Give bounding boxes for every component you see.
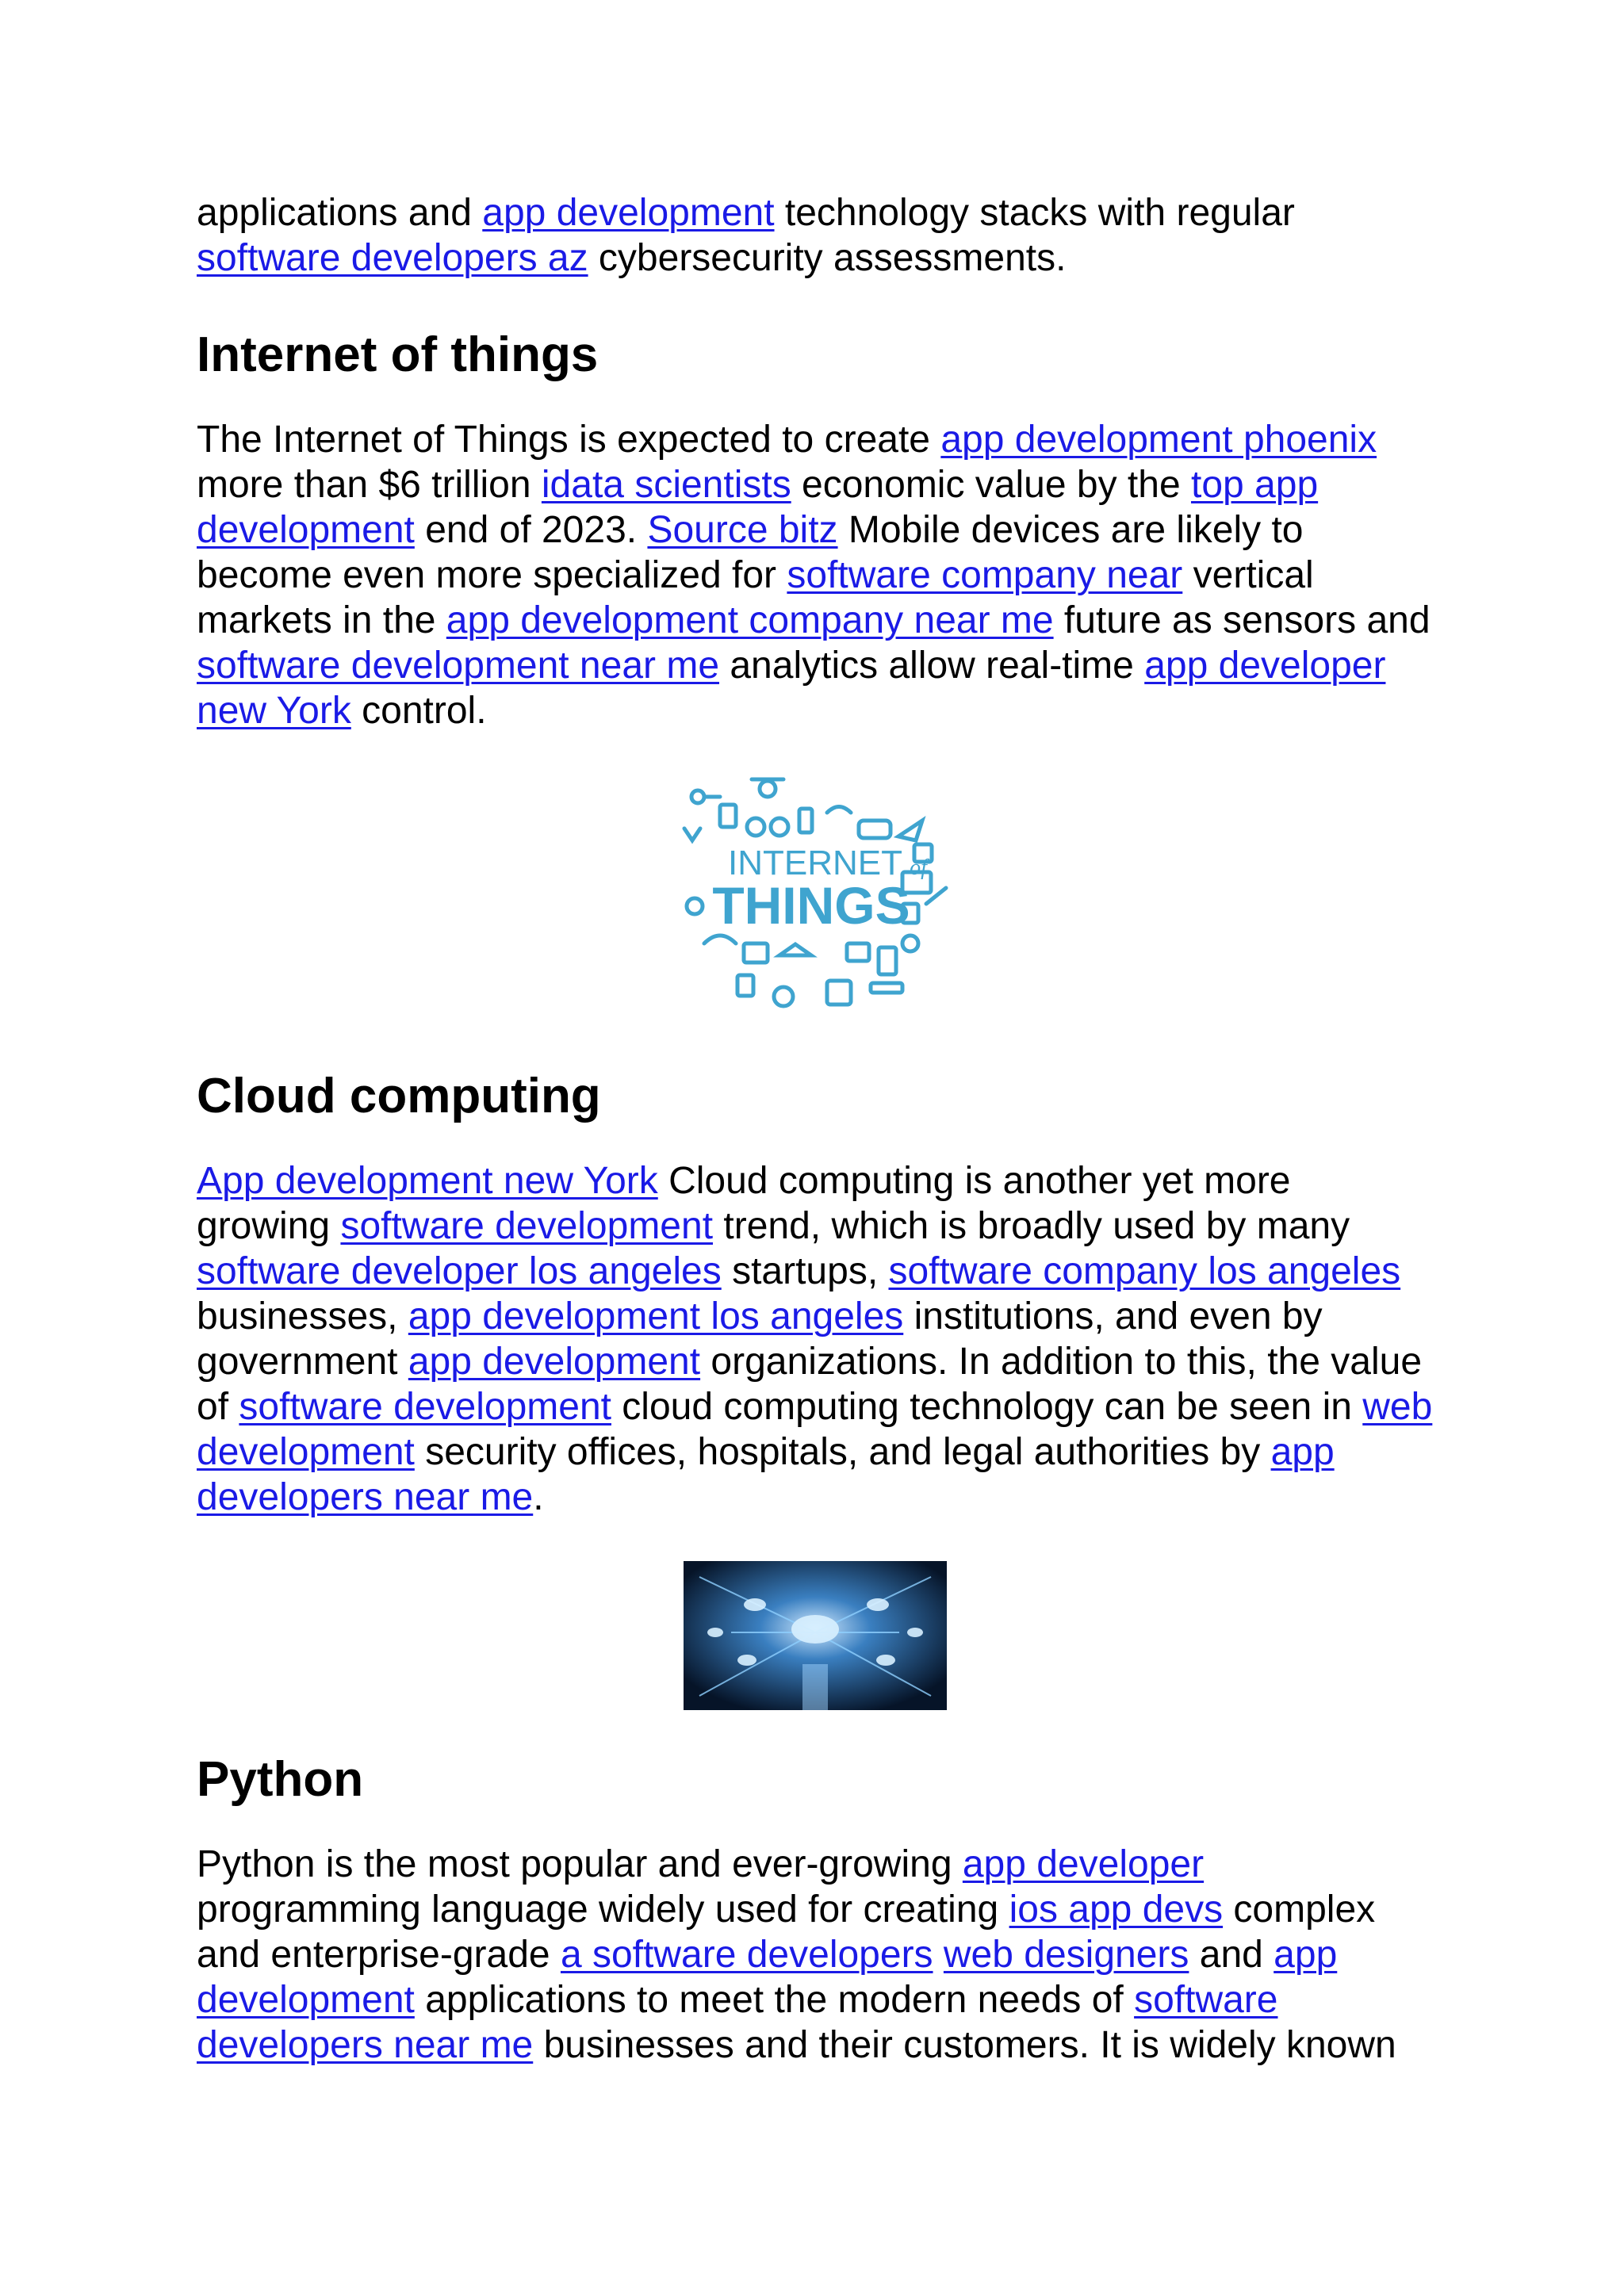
iot-image-container: [197, 773, 1434, 1019]
text-run: and: [1189, 1934, 1274, 1976]
link-app-development[interactable]: app development: [482, 192, 775, 234]
icon-bulb: [774, 987, 793, 1006]
text-run: control.: [350, 690, 487, 732]
text-run: end of 2023.: [414, 509, 648, 551]
text-run: .: [533, 1476, 544, 1518]
heading-internet-of-things: Internet of things: [197, 327, 599, 382]
link-app-developer[interactable]: app developer: [962, 1843, 1205, 1885]
icon-plant: [684, 828, 700, 840]
link-app-development[interactable]: app development: [408, 1341, 701, 1383]
text-run: The Internet of Things is expected to create: [197, 419, 941, 461]
link-software-developers-az[interactable]: software developers az: [197, 237, 588, 279]
text-run: technology stacks with regular: [774, 192, 1295, 234]
text-run: applications and: [197, 192, 483, 234]
link-software-development[interactable]: software development: [239, 1386, 611, 1428]
text-run: security offices, hospitals, and legal authorities by: [414, 1431, 1271, 1473]
cloud-icon: [867, 1598, 889, 1611]
icon-bus: [827, 981, 851, 1004]
icon-drone: [760, 781, 776, 797]
cloud-icon: [876, 1655, 895, 1666]
cloud-paragraph: [197, 1158, 1434, 1520]
heading-python: Python: [197, 1752, 364, 1807]
link-web-development[interactable]: web development: [197, 1386, 1433, 1473]
text-run: institutions, and even by government: [197, 1295, 1323, 1383]
text-run: organizations. In addition to this, the value of: [197, 1341, 1423, 1428]
link-app-developers-near-me[interactable]: app developers near me: [197, 1431, 1335, 1518]
link-ios-app-devs[interactable]: ios app devs: [1009, 1888, 1224, 1931]
cloud-icon: [707, 1628, 723, 1637]
text-run: Mobile devices are likely to become even more specialized for: [197, 509, 1304, 596]
link-software-developer-los-angeles[interactable]: software developer los angeles: [197, 1250, 722, 1292]
icon-plane-small: [779, 944, 811, 955]
text-run: Python is the most popular and ever-growing: [197, 1843, 963, 1885]
icon-router: [871, 983, 902, 993]
icon-shower: [827, 807, 851, 813]
link-software-developers-near-me[interactable]: software developers near me: [197, 1979, 1278, 2066]
cloud-image-container: [197, 1561, 1434, 1710]
cloud-icon: [907, 1628, 923, 1637]
link-source-bitz[interactable]: Source bitz: [647, 509, 838, 551]
iot-word-internet: INTERNET: [728, 844, 902, 882]
heading-cloud-computing: Cloud computing: [197, 1069, 601, 1123]
link-top-app-development[interactable]: top app development: [197, 464, 1319, 551]
link-app-developer-new-york[interactable]: app developer new York: [197, 645, 1386, 732]
text-run: cloud computing technology can be seen in: [611, 1386, 1363, 1428]
icon-device: [799, 809, 812, 832]
cloud-icon: [737, 1655, 756, 1666]
icon-gear: [687, 898, 703, 914]
internet-of-things-image: [680, 773, 950, 1019]
link-a-software-developers[interactable]: a software developers: [560, 1934, 933, 1976]
icon-printer: [737, 975, 753, 996]
icon-bike: [747, 818, 764, 836]
text-run: businesses,: [197, 1295, 408, 1337]
text-run: complex and enterprise-grade: [197, 1888, 1376, 1976]
cloud-icon-center: [791, 1615, 839, 1644]
link-app-development[interactable]: app development: [197, 1934, 1338, 2021]
text-run: businesses and their customers. It is widely known: [533, 2024, 1396, 2066]
icon-monitor: [847, 943, 869, 961]
link-software-development-near-me[interactable]: software development near me: [197, 645, 720, 687]
text-run: Cloud computing is another yet more growing: [197, 1160, 1291, 1247]
icon-plane: [898, 821, 922, 840]
intro-paragraph: [197, 190, 1434, 281]
document-content: [197, 190, 1434, 2068]
text-run: cybersecurity assessments.: [588, 237, 1067, 279]
icon-screen: [744, 943, 768, 962]
iot-word-things: THINGS: [712, 876, 910, 935]
text-run: vertical markets in the: [197, 554, 1314, 641]
link-software-company-los-angeles[interactable]: software company los angeles: [888, 1250, 1401, 1292]
link-idata-scientists[interactable]: idata scientists: [541, 464, 791, 506]
link-app-development-company-near-me[interactable]: app development company near me: [446, 599, 1054, 641]
text-run: programming language widely used for creating: [197, 1888, 1009, 1931]
text-run: [933, 1934, 944, 1976]
text-run: economic value by the: [791, 464, 1191, 506]
link-app-development-new-york[interactable]: App development new York: [197, 1160, 658, 1202]
link-app-development-phoenix[interactable]: app development phoenix: [940, 419, 1377, 461]
link-app-development-los-angeles[interactable]: app development los angeles: [408, 1295, 904, 1337]
icon-clock: [902, 936, 918, 951]
python-paragraph: [197, 1842, 1434, 2068]
text-run: more than $6 trillion: [197, 464, 542, 506]
icon-car: [859, 821, 891, 838]
icon-phone-classic: [704, 936, 736, 943]
icon-phone: [720, 805, 736, 827]
cloud-icon: [744, 1598, 766, 1611]
cloud-computing-image: [684, 1561, 947, 1710]
link-software-development[interactable]: software development: [340, 1205, 714, 1247]
text-run: startups,: [721, 1250, 889, 1292]
text-run: trend, which is broadly used by many: [713, 1205, 1350, 1247]
icon-speaker: [879, 947, 896, 974]
link-software-company-near[interactable]: software company near: [787, 554, 1183, 596]
link-web-designers[interactable]: web designers: [943, 1934, 1189, 1976]
text-run: applications to meet the modern needs of: [414, 1979, 1135, 2021]
iot-word-of: of: [910, 855, 927, 880]
iot-paragraph: [197, 417, 1434, 733]
text-run: analytics allow real-time: [719, 645, 1145, 687]
server-aisle: [802, 1664, 828, 1710]
text-run: future as sensors and: [1053, 599, 1431, 641]
